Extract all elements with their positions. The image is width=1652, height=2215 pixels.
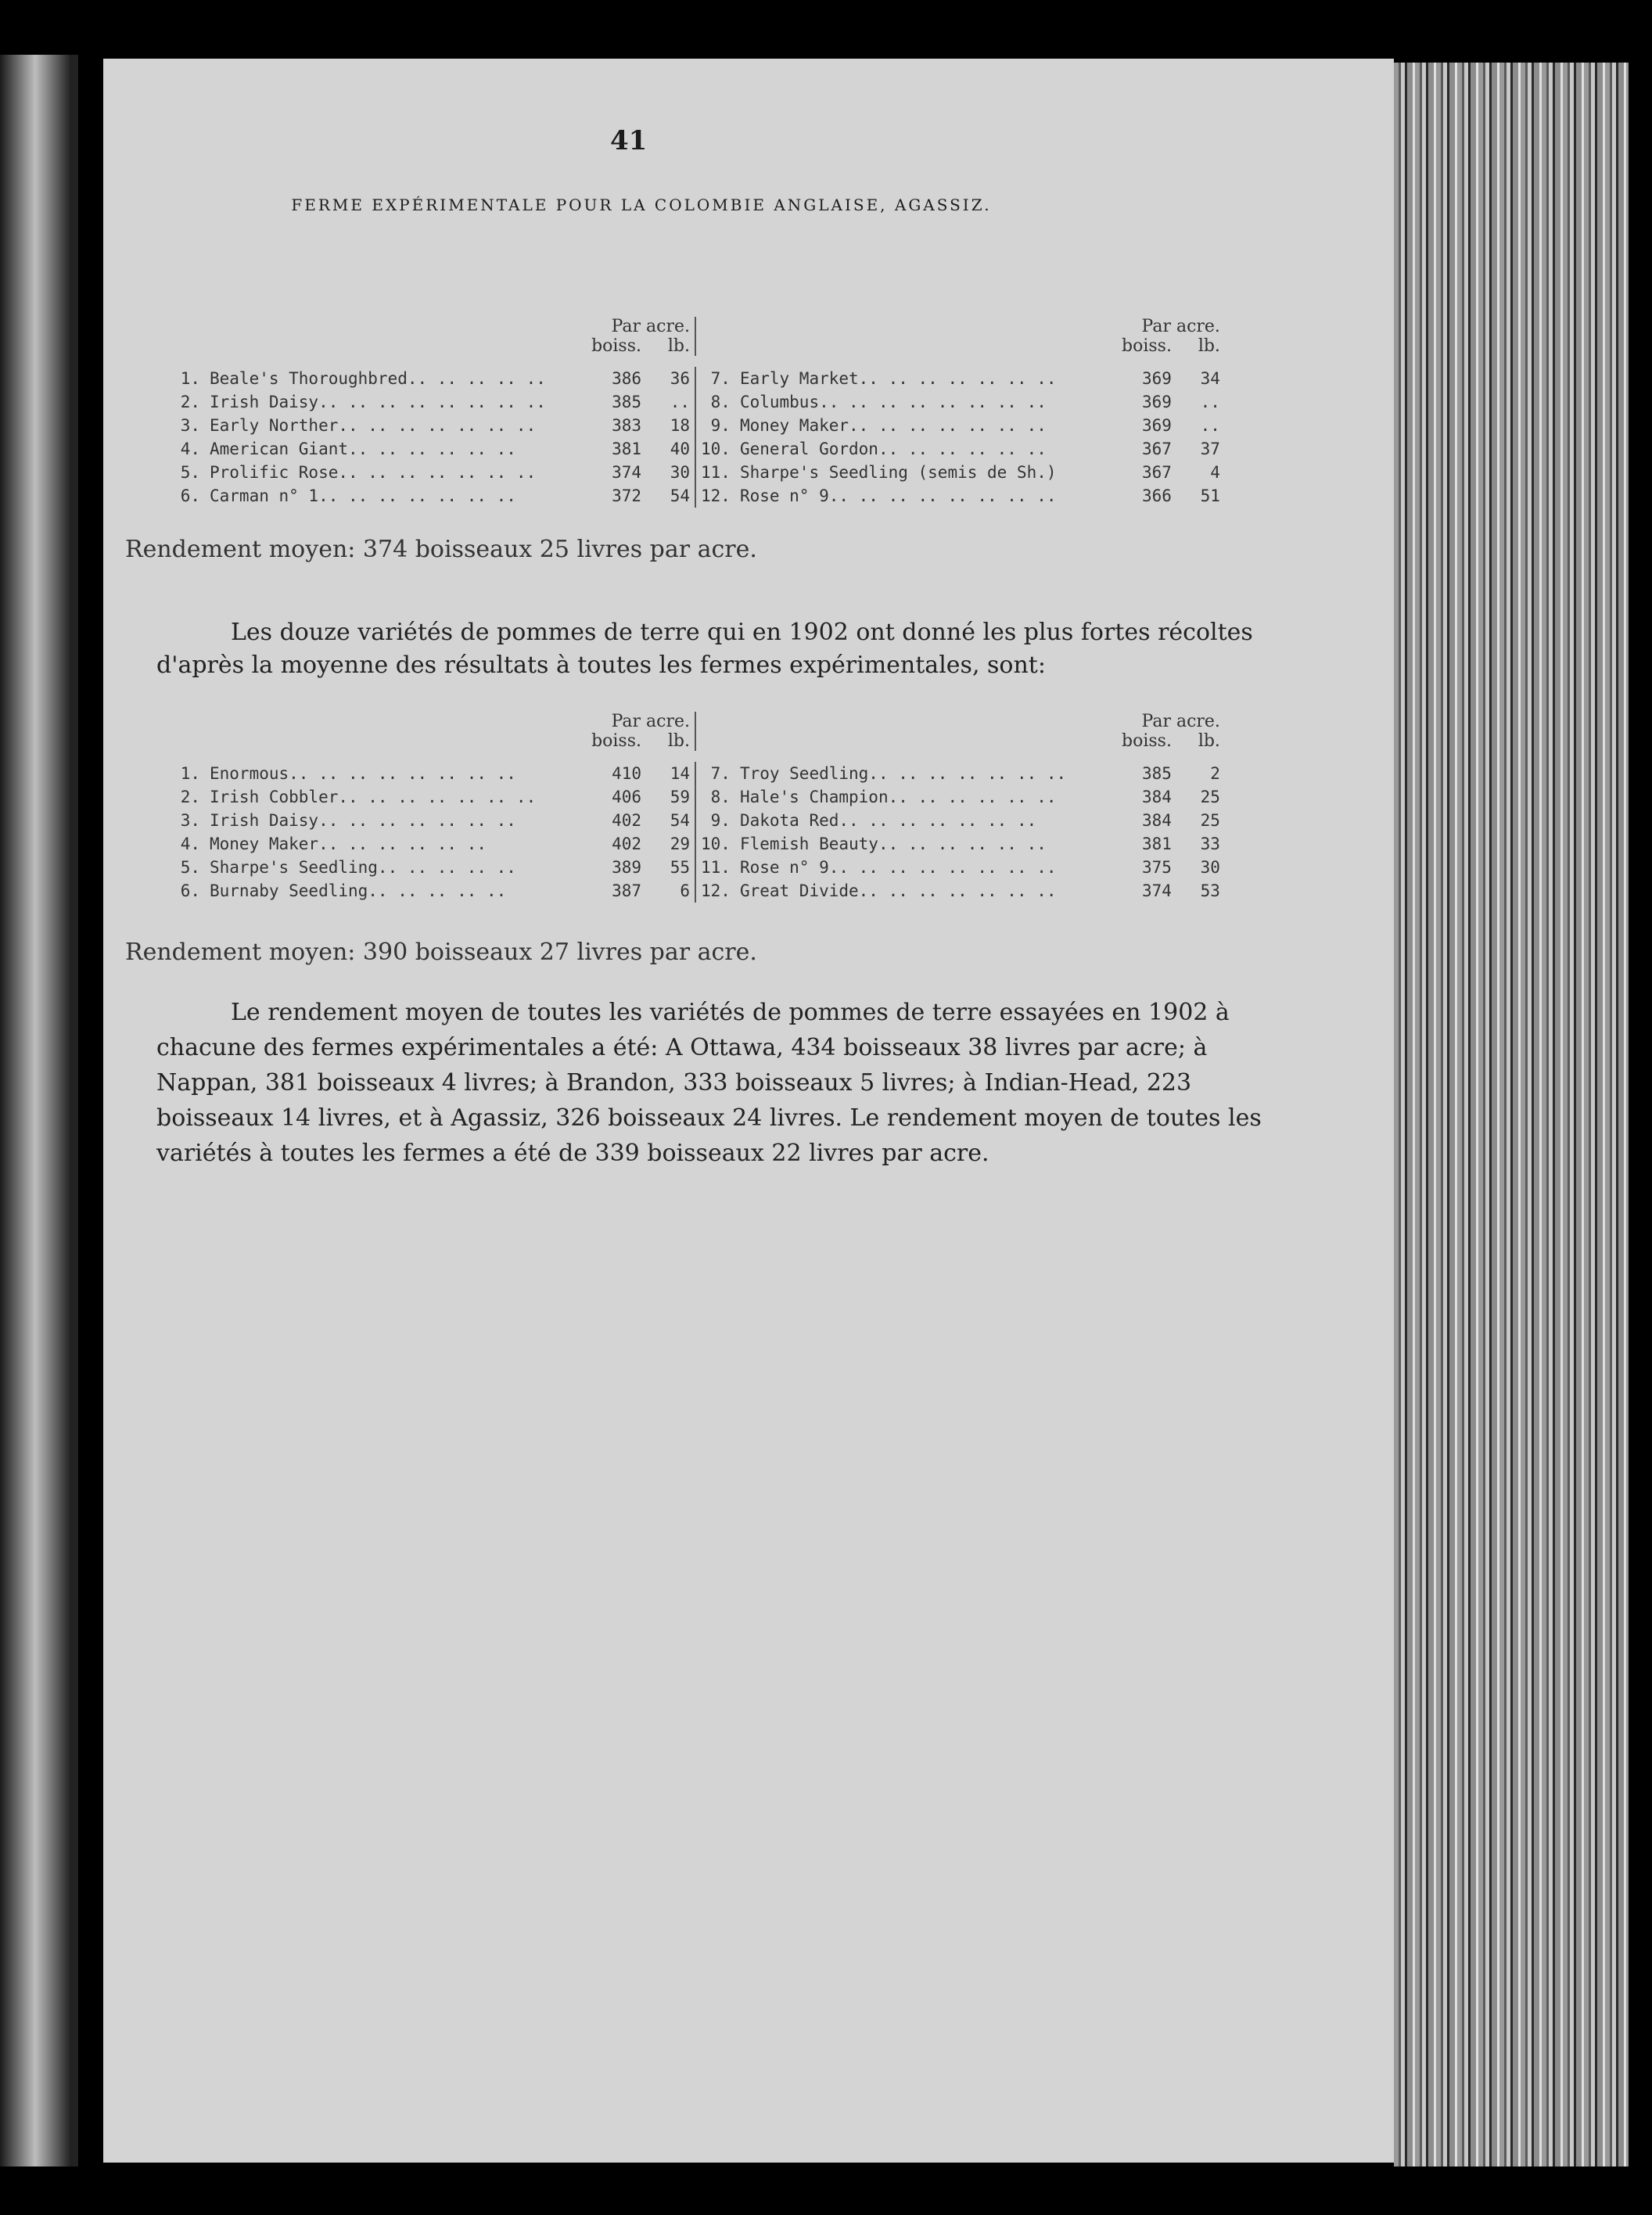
yield-pounds: 53 [1200,881,1220,900]
yield-pounds: 2 [1210,764,1220,783]
yield-bushels: 367 [1142,440,1172,458]
yield-table-all-farms [172,712,1225,903]
average-yield-all-farms: Rendement moyen: 390 boisseaux 27 livres par acre. [125,939,757,966]
yield-pounds: 14 [670,764,690,783]
variety-number: 1. [180,764,200,783]
variety-number: 10. [695,437,735,461]
yield-bushels: 369 [1142,393,1172,411]
yield-bushels: 381 [1142,835,1172,853]
yield-pounds: 30 [1200,858,1220,877]
yield-pounds: 55 [670,858,690,877]
variety-number: 2. [180,788,200,806]
table-row [172,461,1225,484]
yield-pounds: 18 [670,416,690,435]
yield-pounds: 34 [1200,369,1220,388]
yield-bushels: 387 [612,881,641,900]
variety-name: Money Maker.. .. .. .. .. .. [210,835,487,853]
variety-number: 12. [695,879,735,903]
variety-name: Irish Daisy.. .. .. .. .. .. .. [210,811,516,830]
variety-name: Rose n° 9.. .. .. .. .. .. .. .. [739,486,1057,505]
variety-number: 1. [180,369,200,388]
variety-name: General Gordon.. .. .. .. .. .. [739,440,1047,458]
variety-name: Troy Seedling.. .. .. .. .. .. .. [739,764,1067,783]
variety-name: Prolific Rose.. .. .. .. .. .. .. [210,463,537,482]
yield-table-agassiz [172,317,1225,508]
variety-number: 7. [695,762,735,785]
per-acre-heading-right: Par acre. [1141,712,1220,731]
intro-paragraph: Les douze variétés de pommes de terre qui en 1902 ont donné les plus fortes récoltes d'après la moyenne des résultats à toutes les fermes expérimentales, sont: [156,619,1253,679]
yield-bushels: 369 [1142,369,1172,388]
variety-name: Rose n° 9.. .. .. .. .. .. .. .. [739,858,1057,877]
yield-bushels: 385 [1142,764,1172,783]
variety-number: 9. [695,809,735,832]
yield-pounds: 25 [1200,811,1220,830]
table-row [172,367,1225,390]
lb-heading: lb. [667,336,690,356]
variety-number: 5. [180,858,200,877]
table-row [172,437,1225,461]
yield-bushels: 369 [1142,416,1172,435]
variety-name: Dakota Red.. .. .. .. .. .. .. [739,811,1037,830]
variety-name: American Giant.. .. .. .. .. .. [210,440,516,458]
yield-pounds: 36 [670,369,690,388]
per-acre-heading-left: Par acre. [611,712,690,731]
yield-pounds: 6 [680,881,690,900]
boiss-heading: boiss. [591,336,641,356]
variety-number: 4. [180,440,200,458]
variety-number: 12. [695,484,735,508]
table-row [172,484,1225,508]
table-row [172,879,1225,903]
yield-bushels: 406 [612,788,641,806]
yield-pounds: 33 [1200,835,1220,853]
variety-number: 3. [180,416,200,435]
yield-pounds: 59 [670,788,690,806]
yield-bushels: 375 [1142,858,1172,877]
yield-bushels: 372 [612,486,641,505]
variety-number: 8. [695,785,735,809]
variety-name: Beale's Thoroughbred.. .. .. .. .. [210,369,546,388]
table-row [172,856,1225,879]
yield-pounds: .. [1200,393,1220,411]
variety-name: Great Divide.. .. .. .. .. .. .. [739,881,1057,900]
boiss-heading: boiss. [591,731,641,751]
variety-number: 2. [180,393,200,411]
yield-bushels: 384 [1142,788,1172,806]
yield-bushels: 367 [1142,463,1172,482]
per-acre-heading-left: Par acre. [611,317,690,336]
table-row [172,785,1225,809]
yield-pounds: .. [1200,416,1220,435]
variety-name: Carman n° 1.. .. .. .. .. .. .. [210,486,516,505]
boiss-heading: boiss. [1122,336,1172,356]
yield-bushels: 385 [612,393,641,411]
variety-number: 7. [695,367,735,390]
yield-pounds: 30 [670,463,690,482]
book-page-edges [1394,63,1629,2167]
variety-name: Early Norther.. .. .. .. .. .. .. [210,416,537,435]
yield-bushels: 381 [612,440,641,458]
yield-bushels: 374 [1142,881,1172,900]
variety-name: Early Market.. .. .. .. .. .. .. [739,369,1057,388]
variety-number: 5. [180,463,200,482]
lb-heading: lb. [1198,336,1220,356]
yield-pounds: .. [670,393,690,411]
variety-number: 9. [695,414,735,437]
yield-bushels: 384 [1142,811,1172,830]
yield-pounds: 40 [670,440,690,458]
boiss-heading: boiss. [1122,731,1172,751]
yield-bushels: 366 [1142,486,1172,505]
lb-heading: lb. [1198,731,1220,751]
yield-pounds: 29 [670,835,690,853]
variety-number: 11. [695,856,735,879]
variety-name: Sharpe's Seedling (semis de Sh.) [739,463,1057,482]
yield-bushels: 410 [612,764,641,783]
yield-bushels: 402 [612,835,641,853]
yield-bushels: 383 [612,416,641,435]
yield-bushels: 389 [612,858,641,877]
variety-name: Flemish Beauty.. .. .. .. .. .. [739,835,1047,853]
table-row [172,762,1225,785]
variety-number: 6. [180,486,200,505]
variety-name: Burnaby Seedling.. .. .. .. .. [210,881,507,900]
conclusion-paragraph: Le rendement moyen de toutes les variétés de pommes de terre essayées en 1902 à chacune des fermes expérimentales a été: A Ottawa, 434 boisseaux 38 livres par acre; à Nappan, 381 boisseaux 4 livres; à Brandon, 333 boisseaux 5 livres; à Indian-Head, 223 boisseaux 14 livres, et à Agassiz, 326 boisseaux 24 livres. Le rendement moyen de toutes les variétés à toutes les fermes a été de 339 boisseaux 22 livres par acre. [156,999,1262,1167]
per-acre-heading-right: Par acre. [1141,317,1220,336]
variety-number: 6. [180,881,200,900]
variety-name: Sharpe's Seedling.. .. .. .. .. [210,858,516,877]
table-row [172,809,1225,832]
variety-name: Enormous.. .. .. .. .. .. .. .. [210,764,516,783]
yield-pounds: 54 [670,811,690,830]
variety-name: Irish Daisy.. .. .. .. .. .. .. .. [210,393,546,411]
running-header: FERME EXPÉRIMENTALE POUR LA COLOMBIE ANGLAISE, AGASSIZ. [291,196,992,214]
variety-number: 3. [180,811,200,830]
table-row [172,390,1225,414]
table-row [172,832,1225,856]
average-yield-agassiz: Rendement moyen: 374 boisseaux 25 livres par acre. [125,536,757,563]
page-number: 41 [610,125,648,156]
table-row [172,414,1225,437]
yield-pounds: 4 [1210,463,1220,482]
yield-bushels: 402 [612,811,641,830]
variety-number: 11. [695,461,735,484]
variety-number: 10. [695,832,735,856]
yield-pounds: 51 [1200,486,1220,505]
variety-name: Hale's Champion.. .. .. .. .. .. [739,788,1057,806]
yield-pounds: 37 [1200,440,1220,458]
variety-number: 4. [180,835,200,853]
variety-name: Columbus.. .. .. .. .. .. .. .. [739,393,1047,411]
yield-bushels: 374 [612,463,641,482]
variety-name: Irish Cobbler.. .. .. .. .. .. .. [210,788,537,806]
left-page-spine [0,55,78,2167]
yield-pounds: 54 [670,486,690,505]
yield-bushels: 386 [612,369,641,388]
yield-pounds: 25 [1200,788,1220,806]
variety-name: Money Maker.. .. .. .. .. .. .. [739,416,1047,435]
lb-heading: lb. [667,731,690,751]
variety-number: 8. [695,390,735,414]
